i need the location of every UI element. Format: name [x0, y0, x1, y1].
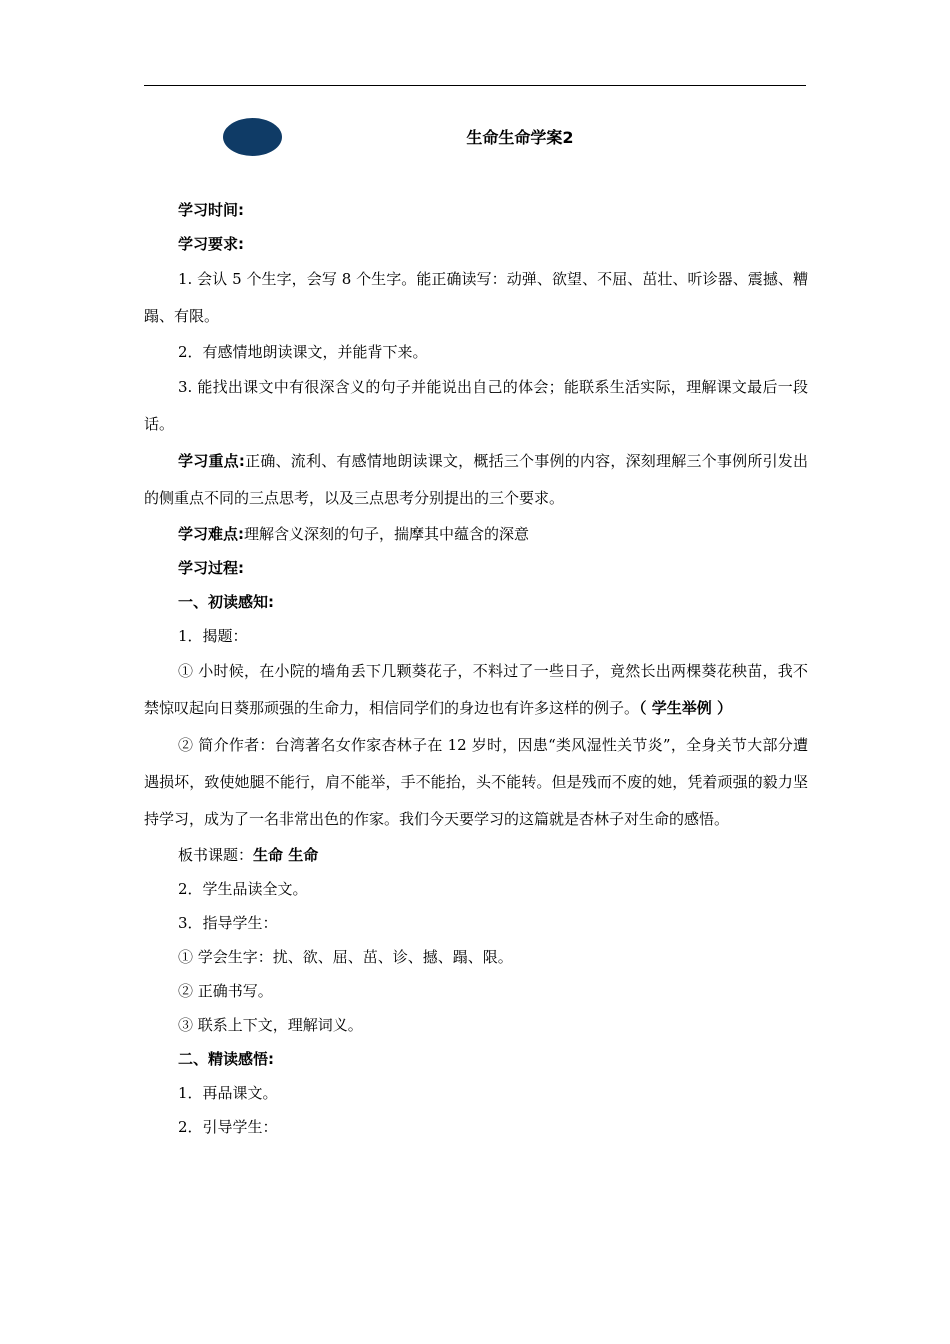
s1-item-3: 3．指导学生：	[178, 914, 278, 932]
board-title-text: 生命 生命	[253, 846, 319, 864]
board-title	[144, 838, 808, 872]
section-2-label: 二、精读感悟:	[178, 1050, 274, 1068]
process-label: 学习过程:	[178, 559, 244, 577]
s1-sub-2: ② 正确书写。	[178, 982, 273, 1000]
difficulty	[144, 517, 808, 551]
difficulty-label: 学习难点:	[178, 525, 244, 543]
page-title: 生命生命学案2	[466, 128, 574, 147]
s1-circle-1	[144, 653, 808, 727]
s1-circle-2: ② 简介作者：台湾著名女作家杏林子在 12 岁时，因患“类风湿性关节炎”，全身关节大部分遭遇损坏，致使她腿不能行，肩不能举，手不能抬，头不能转。但是残而不废的她，凭着顽强的毅力坚持学习，成为了一名非常出色的作家。我们今天要学习的这篇就是杏林子对生命的感悟。	[144, 736, 808, 828]
document-body	[144, 193, 808, 1144]
s1-sub-3: ③ 联系上下文，理解词义。	[178, 1016, 363, 1034]
process	[144, 551, 808, 585]
key-points-text: 正确、流利、有感情地朗读课文，概括三个事例的内容，深刻理解三个事例所引发出的侧重点不同的三点思考，以及三点思考分别提出的三个要求。	[144, 452, 809, 507]
requirements	[144, 227, 808, 261]
key-points-label: 学习重点:	[178, 452, 245, 470]
requirement-3: 3. 能找出课文中有很深含义的句子并能说出自己的体会；能联系生活实际，理解课文最后一段话。	[144, 378, 808, 433]
difficulty-text: 理解含义深刻的句子，揣摩其中蕴含的深意	[244, 525, 530, 543]
s1-circle-1-text: ① 小时候，在小院的墙角丢下几颗葵花子，不料过了一些日子，竟然长出两棵葵花秧苗，我不禁惊叹起向日葵那顽强的生命力，相信同学们的身边也有许多这样的例子。	[144, 662, 808, 717]
section-1-label: 一、初读感知:	[178, 593, 274, 611]
s2-item-1: 1．再品课文。	[178, 1084, 278, 1102]
s2-item-2: 2．引导学生：	[178, 1118, 278, 1136]
requirements-label: 学习要求:	[178, 235, 244, 253]
board-label: 板书课题：	[178, 846, 254, 864]
study-time	[144, 193, 808, 227]
header-rule	[144, 85, 806, 86]
requirement-1: 1. 会认 5 个生字，会写 8 个生字。能正确读写：动弹、欲望、不屈、茁壮、听诊器、震撼、糟蹋、有限。	[144, 270, 808, 325]
key-points	[144, 443, 808, 517]
s1-item-2: 2．学生品读全文。	[178, 880, 308, 898]
s1-sub-1: ① 学会生字：扰、欲、屈、茁、诊、撼、蹋、限。	[178, 948, 513, 966]
section-1-heading	[144, 585, 808, 619]
requirement-2: 2．有感情地朗读课文，并能背下来。	[178, 343, 428, 361]
s1-item-1: 1．揭题：	[178, 627, 248, 645]
section-2-heading	[144, 1042, 808, 1076]
s1-circle-1-bold: （ 学生举例 ）	[639, 699, 732, 717]
study-time-label: 学习时间:	[178, 201, 244, 219]
